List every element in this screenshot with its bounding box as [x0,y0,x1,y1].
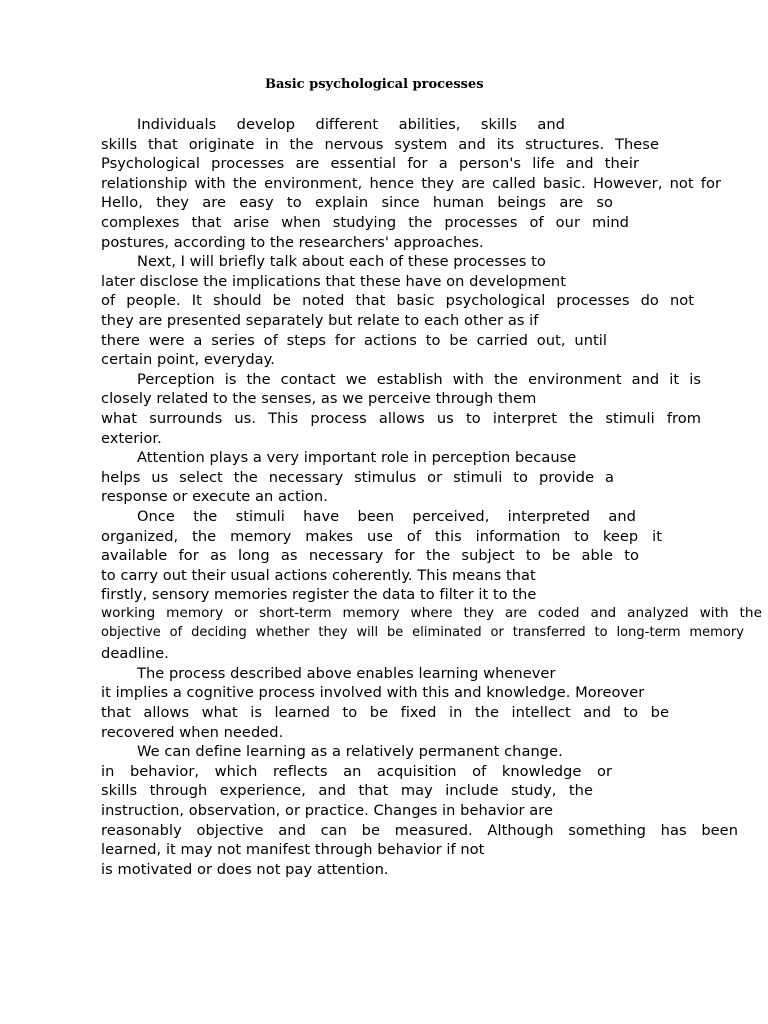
paragraph-line: available for as long as necessary for the subject to be able to [101,547,639,565]
document-title: Basic psychological processes [265,77,484,92]
paragraph-line: certain point, everyday. [101,351,275,369]
paragraph-line: learned, it may not manifest through behavior if not [101,841,485,859]
paragraph-line: that allows what is learned to be fixed in the intellect and to be [101,704,669,721]
paragraph-line: Individuals develop different abilities, skills and [137,116,565,133]
paragraph-line: working memory or short-term memory where they are coded and analyzed with the [101,605,762,621]
paragraph-line: Hello, they are easy to explain since human beings are so [101,194,613,212]
paragraph-line: postures, according to the researchers' approaches. [101,233,484,251]
paragraph-line: reasonably objective and can be measured. Although something has been [101,821,738,839]
paragraph-line: Next, I will briefly talk about each of these processes to [137,253,546,271]
paragraph-line: of people. It should be noted that basic psychological processes do not [101,292,694,310]
paragraph-line: to carry out their usual actions coherently. This means that [101,566,536,584]
paragraph-line: organized, the memory makes use of this information to keep it [101,527,662,545]
paragraph-line: they are presented separately but relate to each other as if [101,312,539,329]
paragraph-line: deadline. [101,645,169,663]
paragraph-line: Once the stimuli have been perceived, interpreted and [137,508,636,525]
paragraph-line: closely related to the senses, as we perceive through them [101,390,537,408]
paragraph-line: Attention plays a very important role in perception because [137,449,577,467]
paragraph-line: Psychological processes are essential for a person's life and their [101,155,639,173]
paragraph-line: relationship with the environment, hence they are called basic. However, not for [101,174,721,192]
paragraph-line: firstly, sensory memories register the data to filter it to the [101,586,537,604]
paragraph-line: skills through experience, and that may include study, the [101,782,593,800]
paragraph-line: in behavior, which reflects an acquisition of knowledge or [101,762,612,780]
paragraph-line: objective of deciding whether they will be eliminated or transferred to long-term memory [101,625,744,640]
paragraph-line: later disclose the implications that these have on development [101,272,566,290]
paragraph-line: The process described above enables learning whenever [137,664,556,682]
paragraph-line: what surrounds us. This process allows us to interpret the stimuli from [101,410,701,427]
paragraph-line: exterior. [101,429,162,447]
paragraph-line: Perception is the contact we establish with the environment and it is [137,370,701,388]
paragraph-line: skills that originate in the nervous system and its structures. These [101,135,659,153]
paragraph-line: We can define learning as a relatively permanent change. [137,743,563,761]
paragraph-line: it implies a cognitive process involved with this and knowledge. Moreover [101,684,645,702]
paragraph-line: complexes that arise when studying the processes of our mind [101,214,629,231]
paragraph-line: instruction, observation, or practice. Changes in behavior are [101,802,554,819]
paragraph-line: there were a series of steps for actions to be carried out, until [101,331,607,349]
paragraph-line: response or execute an action. [101,488,328,506]
paragraph-line: helps us select the necessary stimulus or stimuli to provide a [101,468,614,486]
paragraph-line: is motivated or does not pay attention. [101,860,389,878]
paragraph-line: recovered when needed. [101,723,284,741]
